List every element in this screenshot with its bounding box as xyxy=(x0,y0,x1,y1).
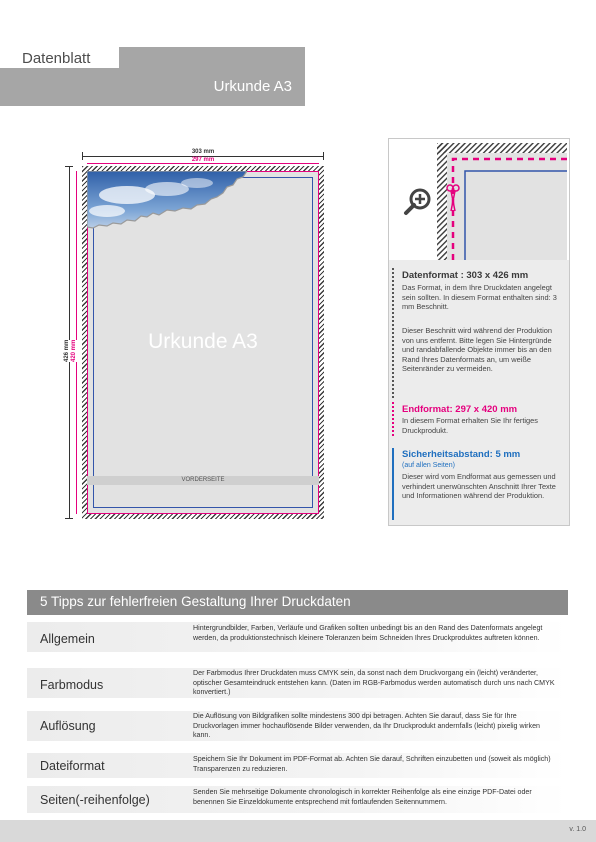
tip-label: Farbmodus xyxy=(40,678,104,692)
cut-height-label: 420 mm xyxy=(71,339,77,362)
scissors-icon xyxy=(446,183,460,213)
footer-bar xyxy=(0,820,596,842)
tip-label: Dateiformat xyxy=(40,759,105,773)
outer-height-tick-bottom xyxy=(65,518,73,519)
cut-width-line xyxy=(87,163,319,164)
end-format-heading: Endformat: 297 x 420 mm xyxy=(402,404,518,415)
format-heading: Datenformat : 303 x 426 mm xyxy=(402,270,529,281)
safety-heading: Sicherheitsabstand: 5 mm xyxy=(402,449,521,460)
tip-text: Senden Sie mehrseitige Dokumente chronologisch in korrekter Reihenfolge als eine einzige PDF-Datei oder benennen Sie Einzeldokumente entsprechend mit fortlaufenden Seitennummern. xyxy=(193,788,532,806)
outer-width-label: 303 mm xyxy=(183,149,223,155)
tip-text: Hintergrundbilder, Farben, Verläufe und Grafiken sollten unbedingt bis an den Rand des Datenformats angelegt werden, da produktionstechnisch kleinere Toleranzen beim Schneiden Ihres Druckproduktes auftreten können. xyxy=(193,624,543,642)
sheet-product-name: Urkunde A3 xyxy=(148,330,258,353)
tip-label: Allgemein xyxy=(40,632,95,646)
format-rule xyxy=(392,268,394,398)
version-label: v. 1.0 xyxy=(569,826,586,833)
cut-width-label: 297 mm xyxy=(183,157,223,163)
tip-text: Der Farbmodus Ihrer Druckdaten muss CMYK sein, da sonst nach dem Druckvorgang ein (leicht) veränderter, optischer Gesamteindruck entstehen kann. (Daten im RGB-Farbmodus werden automatisch durch uns nach CMYK konvertiert.) xyxy=(193,669,555,697)
safety-rule xyxy=(392,448,394,520)
corner-detail xyxy=(389,139,569,260)
outer-height-label: 426 mm xyxy=(64,339,70,362)
tip-label: Seiten(-reihenfolge) xyxy=(40,793,150,807)
safety-subheading: (auf allen Seiten) xyxy=(402,462,455,469)
end-format-text: In diesem Format erhalten Sie Ihr fertiges Druckprodukt. xyxy=(402,416,538,435)
bleed-text: Dieser Beschnitt wird während der Produktion von uns entfernt. Bitte legen Sie Hintergründe und randabfallende Objekte immer bis an den Rand Ihres Datenformats an, um weiße Seitenränder zu vermeiden. xyxy=(402,326,552,374)
tips-title: 5 Tipps zur fehlerfreien Gestaltung Ihrer Druckdaten xyxy=(40,594,351,609)
zoom-in-icon xyxy=(403,187,433,217)
end-format-rule xyxy=(392,402,394,438)
format-text: Das Format, in dem Ihre Druckdaten angelegt sein sollten. In diesem Format enthalten sind: 3 mm Beschnitt. xyxy=(402,283,557,312)
document-type-label: Datenblatt xyxy=(22,50,91,67)
tip-text: Die Auflösung von Bildgrafiken sollte mindestens 300 dpi betragen. Achten Sie darauf, dass Sie für Ihre Druckvorlagen immer hochauflösende Bilder verwenden, da Ihr Druckprodukt andernfalls (leicht) pixelig wirken kann. xyxy=(193,712,540,740)
page-title: Urkunde A3 xyxy=(213,78,292,95)
outer-width-tick-left xyxy=(82,152,83,160)
safety-text: Dieser wird vom Endformat aus gemessen und verhindert unerwünschten Anschnitt Ihrer Texte und Informationen während der Produktion. xyxy=(402,472,556,501)
tip-text: Speichern Sie Ihr Dokument im PDF-Format ab. Achten Sie darauf, Schriften einzubetten und (soweit als möglich) Transparenzen zu reduzieren. xyxy=(193,755,551,773)
sky-image xyxy=(87,171,247,231)
front-side-label: VORDERSEITE xyxy=(87,476,319,485)
tip-label: Auflösung xyxy=(40,719,96,733)
outer-height-tick-top xyxy=(65,166,73,167)
outer-width-tick-right xyxy=(323,152,324,160)
